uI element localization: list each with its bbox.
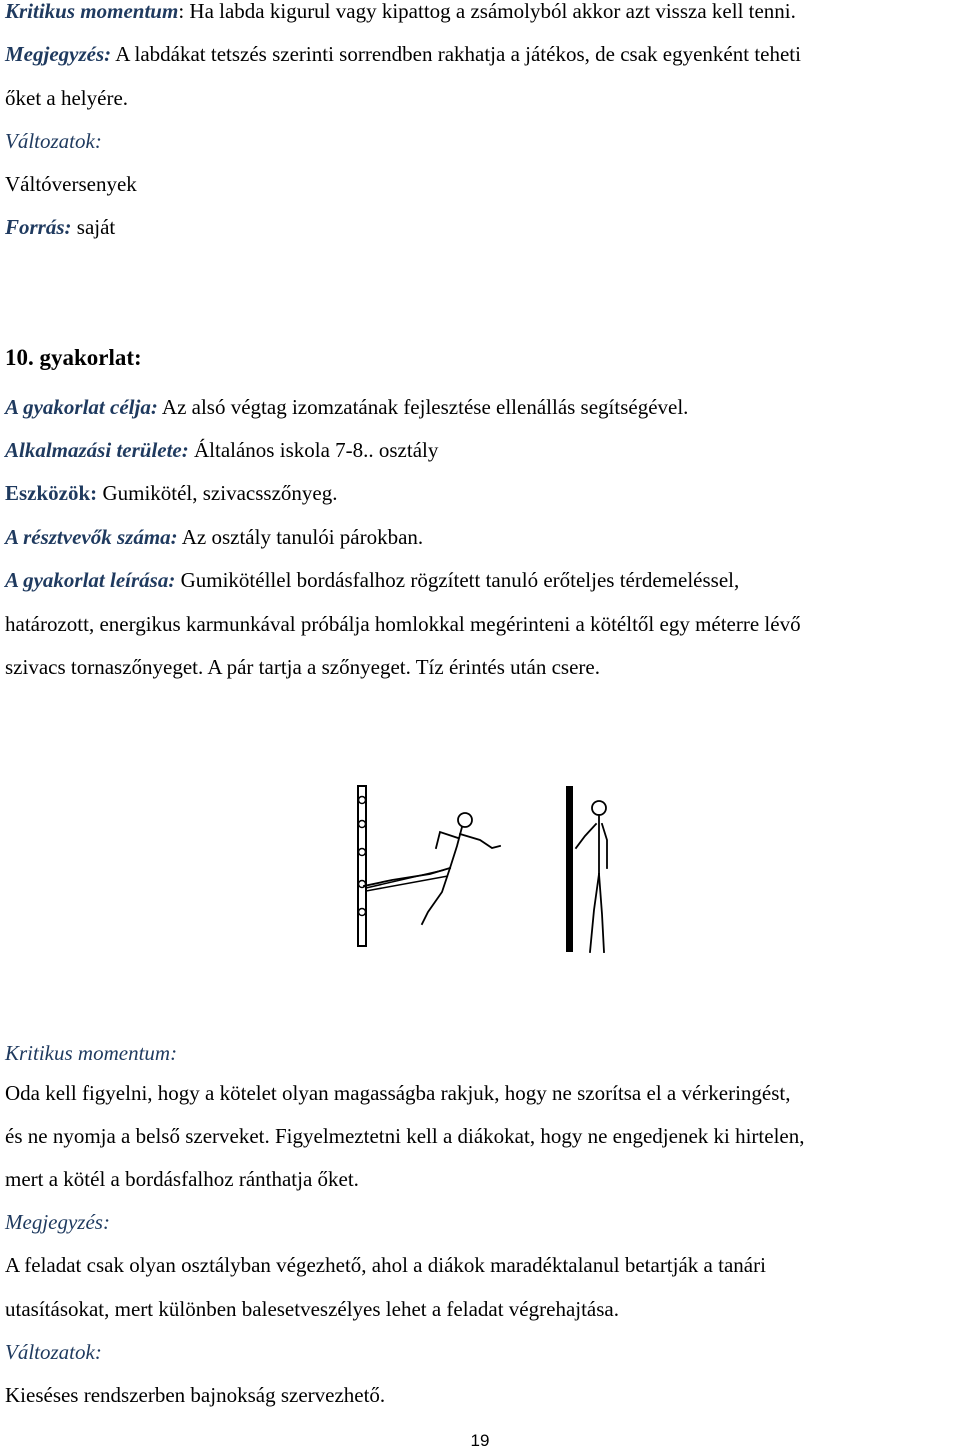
kritikus-text-2: és ne nyomja a belső szerveket. Figyelmeztetni kell a diákokat, hogy ne engedjenek ki hirtelen,	[5, 1124, 805, 1148]
terulete-label: Alkalmazási területe:	[5, 438, 189, 462]
exercise-illustration	[352, 784, 622, 956]
celja-line	[5, 395, 688, 419]
leirasa-label: A gyakorlat leírása:	[5, 568, 176, 592]
valtozatok-2-text: Kieséses rendszerben bajnokság szervezhető.	[5, 1383, 386, 1407]
kritikus-text-1: Oda kell figyelni, hogy a kötelet olyan magasságba rakjuk, hogy ne szorítsa el a vérkeringést,	[5, 1081, 791, 1105]
megjegyzes-2-text-2: utasításokat, mert különben balesetveszélyes lehet a feladat végrehajtása.	[5, 1297, 619, 1321]
valtozatok-text: Váltóversenyek	[5, 172, 137, 196]
partner-figure	[566, 786, 607, 952]
kritikus-momentum-line	[5, 0, 796, 23]
leirasa-line	[5, 568, 739, 592]
valtozatok-text-line	[5, 172, 137, 196]
valtozatok-2-text-line	[5, 1383, 385, 1407]
megjegyzes-text-2: őket a helyére.	[5, 86, 129, 110]
megjegyzes-2-line	[5, 1210, 110, 1234]
valtozatok-line	[5, 129, 102, 153]
megjegyzes-2-label: Megjegyzés:	[5, 1210, 110, 1234]
megjegyzes-2-text-line-1	[5, 1253, 766, 1277]
valtozatok-label: Változatok:	[5, 129, 102, 153]
resztvevok-label: A résztvevők száma:	[5, 525, 178, 549]
kritikus-momentum-text: : Ha labda kigurul vagy kipattog a zsámolyból akkor azt vissza kell tenni.	[178, 0, 796, 23]
exercise-heading: 10. gyakorlat:	[5, 345, 142, 370]
kritikus-text-3: mert a kötél a bordásfalhoz ránthatja őket.	[5, 1167, 359, 1191]
kritikus-momentum-label: Kritikus momentum	[5, 0, 179, 23]
megjegyzes-2-text-1: A feladat csak olyan osztályban végezhető, ahol a diákok maradéktalanul betartják a tanári	[5, 1253, 766, 1277]
eszkozok-text: Gumikötél, szivacsszőnyeg.	[97, 481, 338, 505]
celja-label: A gyakorlat célja:	[5, 395, 158, 419]
resztvevok-text: Az osztály tanulói párokban.	[177, 525, 424, 549]
valtozatok-2-line	[5, 1340, 102, 1364]
eszkozok-line	[5, 481, 337, 505]
wall-bars	[358, 786, 366, 946]
megjegyzes-2-text-line-2	[5, 1297, 619, 1321]
resztvevok-line	[5, 525, 423, 549]
forras-text: saját	[71, 215, 116, 239]
kritikus-momentum-2-line	[5, 1041, 177, 1065]
eszkozok-label: Eszközök:	[5, 481, 98, 505]
forras-label: Forrás:	[5, 215, 72, 239]
celja-text: Az alsó végtag izomzatának fejlesztése ellenállás segítségével.	[157, 395, 689, 419]
megjegyzes-line	[5, 42, 801, 66]
page-number: 19	[470, 1431, 490, 1450]
megjegyzes-line-2	[5, 86, 128, 110]
megjegyzes-label: Megjegyzés:	[5, 42, 112, 66]
kritikus-text-line-3	[5, 1167, 359, 1191]
kritikus-text-line-2	[5, 1124, 805, 1148]
leirasa-line-3	[5, 655, 600, 679]
terulete-line	[5, 438, 438, 462]
kritikus-text-line-1	[5, 1081, 791, 1105]
leirasa-text-2: határozott, energikus karmunkával próbálja homlokkal megérinteni a kötéltől egy méterre lévő	[5, 612, 801, 636]
runner-figure	[364, 813, 500, 924]
terulete-text: Általános iskola 7-8.. osztály	[188, 438, 439, 462]
leirasa-text-3: szivacs tornaszőnyeget. A pár tartja a szőnyeget. Tíz érintés után csere.	[5, 655, 600, 679]
megjegyzes-text: A labdákat tetszés szerinti sorrendben rakhatja a játékos, de csak egyenként teheti	[111, 42, 801, 66]
leirasa-text: Gumikötéllel bordásfalhoz rögzített tanuló erőteljes térdemeléssel,	[175, 568, 740, 592]
forras-line	[5, 215, 115, 239]
leirasa-line-2	[5, 612, 801, 636]
valtozatok-2-label: Változatok:	[5, 1340, 102, 1364]
kritikus-momentum-2-label: Kritikus momentum:	[5, 1041, 178, 1065]
